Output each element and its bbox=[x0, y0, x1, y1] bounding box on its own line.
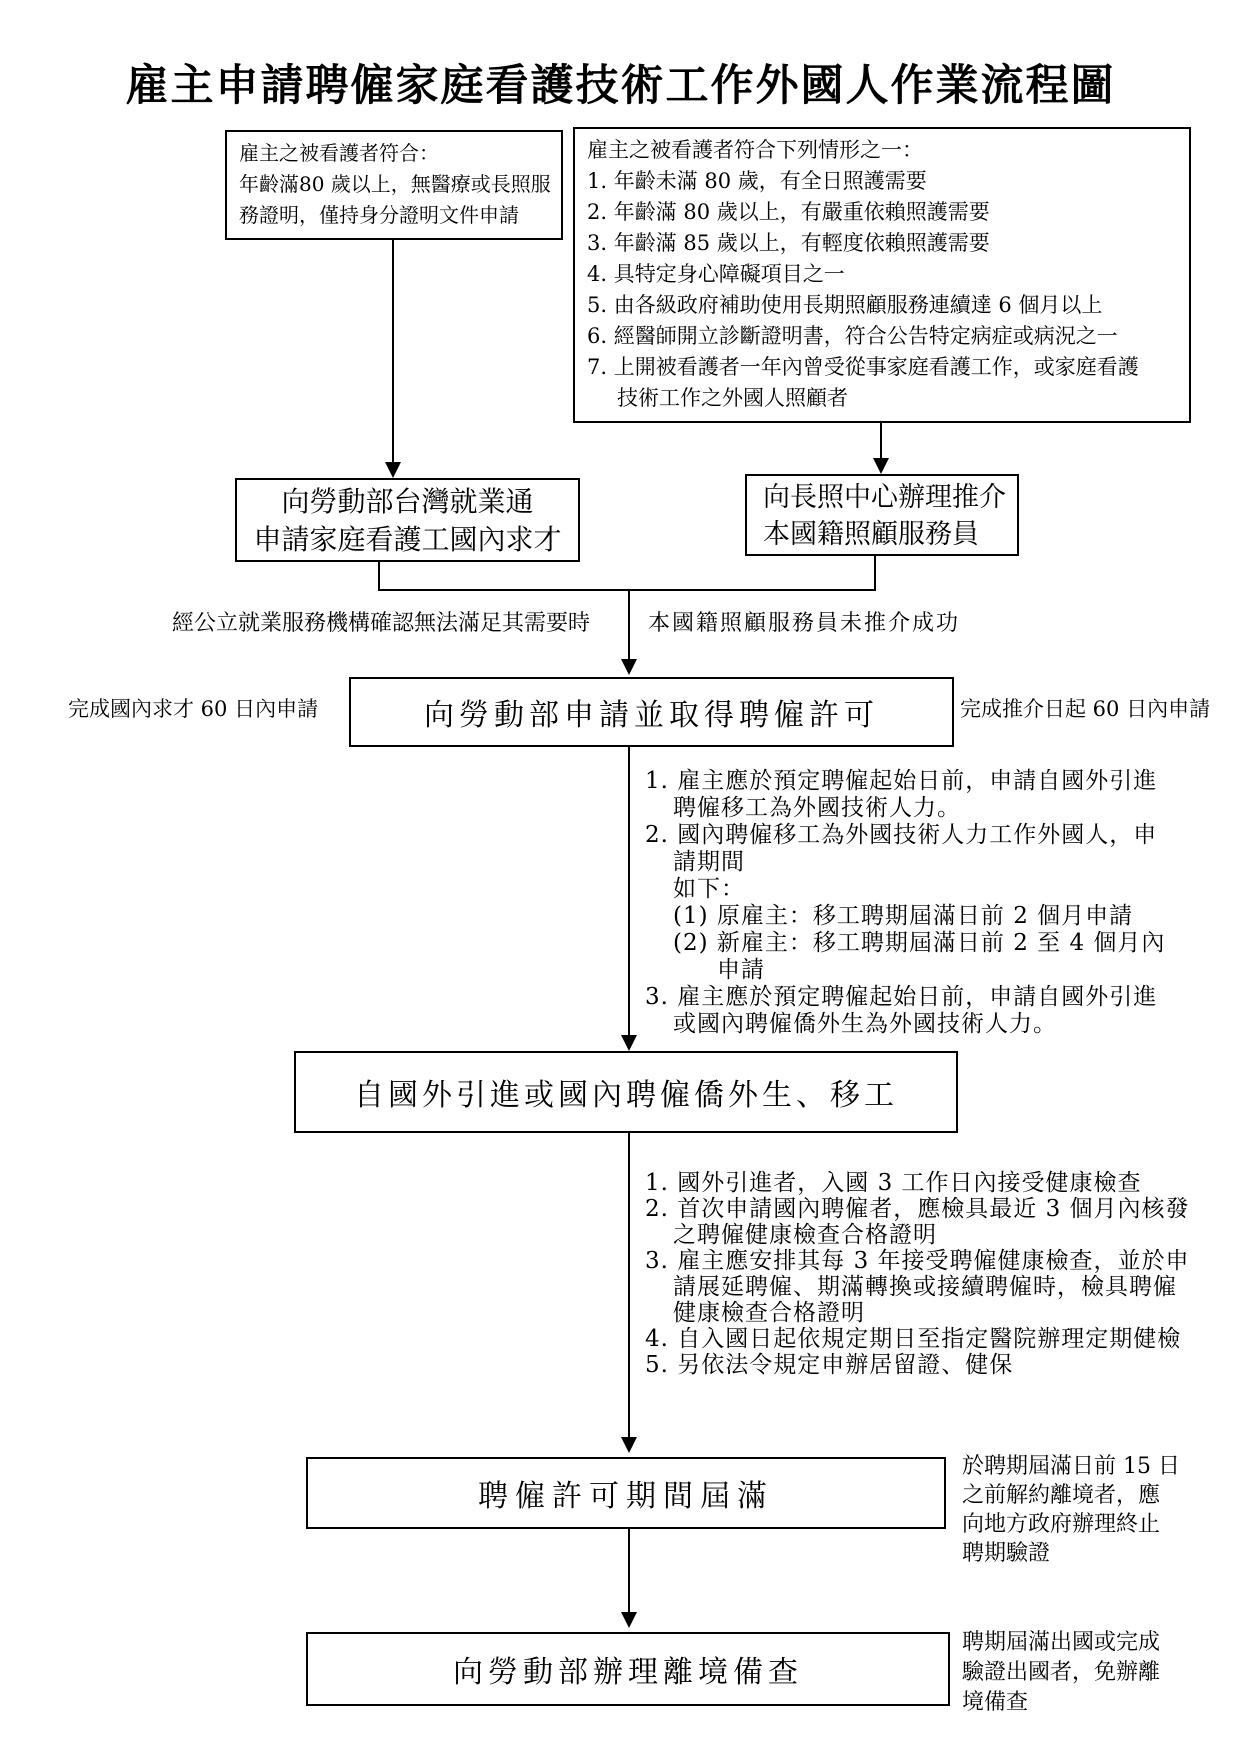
note-line: 聘期驗證 bbox=[962, 1541, 1051, 1566]
arrowhead-g-to-h bbox=[621, 1612, 637, 1628]
list-item: 6. 經醫師開立診斷證明書，符合公告特定病症或病況之一 bbox=[587, 324, 1118, 348]
box-ltc-referral bbox=[745, 474, 1019, 556]
note-line: 之聘僱健康檢查合格證明 bbox=[673, 1222, 937, 1248]
arrowhead-merge-to-e bbox=[621, 659, 637, 675]
note-line: 請展延聘僱、期滿轉換或接續聘僱時，檢具聘僱 bbox=[673, 1274, 1177, 1300]
list-item: 1. 年齡未滿 80 歲，有全日照護需要 bbox=[587, 169, 927, 193]
connector-a-to-c bbox=[392, 240, 394, 462]
note-line: 向地方政府辦理終止 bbox=[962, 1512, 1161, 1537]
box-permit-expiry bbox=[306, 1457, 946, 1529]
page-title: 雇主申請聘僱家庭看護技術工作外國人作業流程圖 bbox=[125, 61, 1116, 111]
note-line: 4. 自入國日起依規定期日至指定醫院辦理定期健檢 bbox=[645, 1326, 1182, 1352]
notes-permit-application bbox=[645, 768, 1205, 1038]
note-line: 或國內聘僱僑外生為外國技術人力。 bbox=[673, 1011, 1057, 1037]
box-departure-report bbox=[306, 1632, 950, 1706]
note-line: 3. 雇主應安排其每 3 年接受聘僱健康檢查，並於申 bbox=[645, 1248, 1190, 1274]
note-departure bbox=[962, 1628, 1160, 1718]
label-deadline-domestic: 完成國內求才 60 日內申請 bbox=[68, 697, 319, 721]
text-line: 年齡滿80 歲以上，無醫療或長照服 bbox=[239, 172, 551, 196]
text-line: 向勞動部台灣就業通 bbox=[281, 485, 534, 518]
note-line: 驗證出國者，免辦離 bbox=[962, 1660, 1161, 1685]
arrowhead-f-to-g bbox=[621, 1437, 637, 1453]
note-line: 之前解約離境者，應 bbox=[962, 1483, 1161, 1508]
note-line: 如下： bbox=[673, 876, 745, 902]
text-line: 本國籍照顧服務員 bbox=[763, 519, 979, 550]
connector-f-to-g bbox=[628, 1133, 630, 1437]
box-recruit-workers bbox=[294, 1051, 958, 1133]
note-line: 申請 bbox=[717, 957, 765, 983]
note-line: 請期間 bbox=[673, 849, 745, 875]
note-line: 5. 另依法令規定申辦居留證、健保 bbox=[645, 1352, 1014, 1378]
note-line: 3. 雇主應於預定聘僱起始日前，申請自國外引進 bbox=[645, 984, 1158, 1010]
box-domestic-recruitment bbox=[235, 478, 580, 562]
note-line: 1. 雇主應於預定聘僱起始日前，申請自國外引進 bbox=[645, 768, 1158, 794]
connector-merge-line bbox=[378, 589, 876, 591]
connector-g-to-h bbox=[628, 1529, 630, 1612]
connector-merge-to-e bbox=[628, 589, 630, 661]
list-item: 4. 具特定身心障礙項目之一 bbox=[587, 262, 845, 286]
note-line: 聘期屆滿出國或完成 bbox=[962, 1630, 1161, 1655]
arrowhead-e-to-f bbox=[621, 1035, 637, 1051]
connector-e-to-f bbox=[628, 747, 630, 1035]
text-line: 雇主之被看護者符合下列情形之一： bbox=[587, 138, 923, 162]
text-line: 向勞動部辦理離境備查 bbox=[453, 1655, 803, 1690]
arrowhead-b-to-d bbox=[873, 458, 889, 474]
list-item: 7. 上開被看護者一年內曾受從事家庭看護工作，或家庭看護 bbox=[587, 355, 1139, 379]
note-line: 2. 首次申請國內聘僱者，應檢具最近 3 個月內核發 bbox=[645, 1196, 1190, 1222]
label-deadline-referral: 完成推介日起 60 日內申請 bbox=[960, 697, 1211, 721]
note-line: (1) 原雇主：移工聘期屆滿日前 2 個月申請 bbox=[673, 903, 1134, 929]
list-item: 3. 年齡滿 85 歲以上，有輕度依賴照護需要 bbox=[587, 231, 990, 255]
label-referral-failed: 本國籍照顧服務員未推介成功 bbox=[648, 611, 961, 636]
note-expiry bbox=[962, 1452, 1180, 1568]
list-item-continuation: 技術工作之外國人照顧者 bbox=[617, 386, 848, 410]
arrowhead-a-to-c bbox=[385, 462, 401, 478]
notes-health-check bbox=[645, 1170, 1205, 1378]
note-line: 境備查 bbox=[962, 1690, 1029, 1715]
list-item: 5. 由各級政府補助使用長期照顧服務連續達 6 個月以上 bbox=[587, 293, 1103, 317]
box-eligibility-conditions bbox=[573, 127, 1191, 423]
list-item: 2. 年齡滿 80 歲以上，有嚴重依賴照護需要 bbox=[587, 200, 990, 224]
text-line: 聘僱許可期間屆滿 bbox=[478, 1479, 774, 1514]
note-line: 2. 國內聘僱移工為外國技術人力工作外國人，申 bbox=[645, 822, 1158, 848]
note-line: 於聘期屆滿日前 15 日 bbox=[962, 1454, 1180, 1479]
note-line: 聘僱移工為外國技術人力。 bbox=[673, 795, 961, 821]
text-line: 向長照中心辦理推介 bbox=[763, 482, 1006, 513]
text-line: 申請家庭看護工國內求才 bbox=[253, 523, 562, 556]
connector-d-stem bbox=[874, 556, 876, 591]
connector-b-to-d bbox=[880, 423, 882, 458]
note-line: (2) 新雇主：移工聘期屆滿日前 2 至 4 個月內 bbox=[673, 930, 1166, 956]
text-line: 自國外引進或國內聘僱僑外生、移工 bbox=[354, 1078, 898, 1113]
text-line: 務證明，僅持身分證明文件申請 bbox=[239, 203, 519, 227]
text-line: 向勞動部申請並取得聘僱許可 bbox=[424, 698, 879, 733]
note-line: 健康檢查合格證明 bbox=[673, 1300, 865, 1326]
text-line: 雇主之被看護者符合： bbox=[239, 141, 439, 165]
label-recruitment-unmet: 經公立就業服務機構確認無法滿足其需要時 bbox=[172, 611, 591, 636]
box-simple-eligibility bbox=[225, 130, 563, 240]
connector-c-stem bbox=[378, 562, 380, 591]
box-employment-permit bbox=[349, 677, 954, 747]
note-line: 1. 國外引進者，入國 3 工作日內接受健康檢查 bbox=[645, 1170, 1142, 1196]
